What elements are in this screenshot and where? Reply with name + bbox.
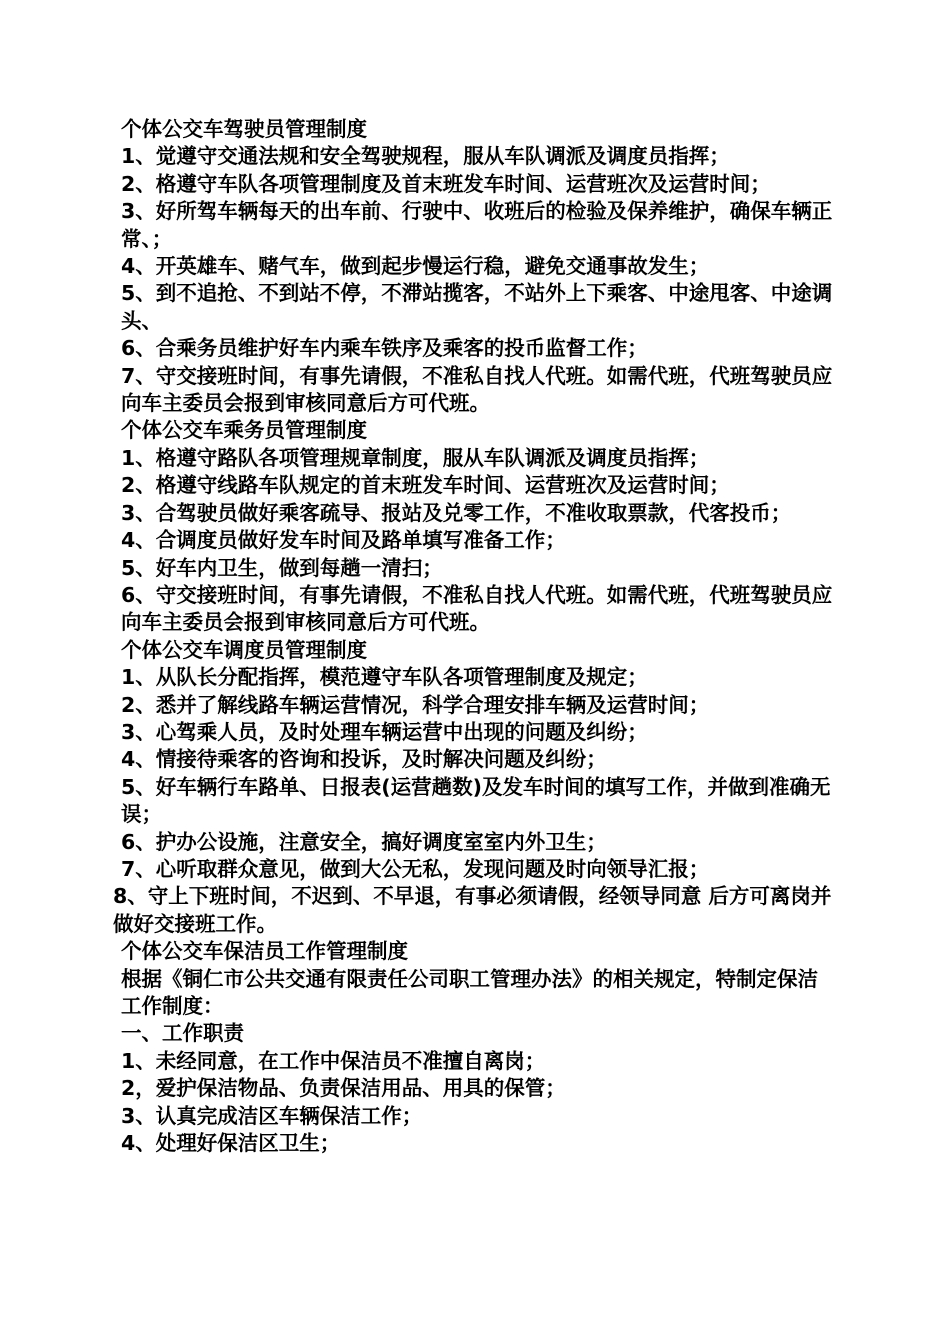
document-body — [113, 116, 833, 1157]
rule-item: 6、守交接班时间，有事先请假，不准私自找人代班。如需代班，代班驾驶员应向车主委员会报到审核同意后方可代班。 — [121, 582, 833, 635]
rule-item: 2、悉并了解线路车辆运营情况，科学合理安排车辆及运营时间； — [121, 692, 710, 717]
section-title: 个体公交车乘务员管理制度 — [121, 418, 367, 443]
rule-item: 7、心听取群众意见，做到大公无私，发现问题及时向领导汇报； — [121, 856, 710, 881]
section-cleaner-rules — [113, 938, 833, 1157]
rule-item: 1、未经同意，在工作中保洁员不准擅自离岗； — [121, 1048, 546, 1073]
rule-item: 1、格遵守路队各项管理规章制度，服从车队调派及调度员指挥； — [121, 445, 710, 470]
rule-item: 5、到不追抢、不到站不停，不滞站揽客，不站外上下乘客、中途甩客、中途调头、 — [121, 281, 833, 333]
rule-item: 2、格遵守车队各项管理制度及首末班发车时间、运营班次及运营时间； — [121, 171, 771, 196]
rule-item: 6、合乘务员维护好车内乘车铁序及乘客的投币监督工作； — [121, 336, 648, 361]
rule-item: 3、好所驾车辆每天的出车前、行驶中、收班后的检验及保养维护，确保车辆正常、； — [121, 199, 833, 251]
section-conductor-rules — [113, 417, 833, 636]
rule-item: 4、合调度员做好发车时间及路单填写准备工作； — [121, 528, 566, 553]
rule-item: 4、情接待乘客的咨询和投诉，及时解决问题及纠纷； — [121, 747, 607, 772]
rule-item: 6、护办公设施，注意安全，搞好调度室室内外卫生； — [121, 829, 607, 854]
rule-item: 4、开英雄车、赌气车，做到起步慢运行稳，避免交通事故发生； — [121, 254, 710, 279]
rule-item: 3、心驾乘人员，及时处理车辆运营中出现的问题及纠纷； — [121, 719, 648, 744]
rule-item: 3、合驾驶员做好乘客疏导、报站及兑零工作，不准收取票款，代客投币； — [121, 500, 792, 525]
rule-item: 2，爱护保洁物品、负责保洁用品、用具的保管； — [121, 1076, 566, 1101]
section-dispatcher-rules — [113, 637, 833, 938]
section-title: 个体公交车驾驶员管理制度 — [121, 117, 367, 141]
section-driver-rules — [113, 116, 833, 417]
subsection-heading: 一、工作职责 — [121, 1021, 244, 1046]
intro-paragraph: 根据《铜仁市公共交通有限责任公司职工管理办法》的相关规定，特制定保洁工作制度： — [121, 966, 818, 1018]
rule-item: 2、格遵守线路车队规定的首末班发车时间、运营班次及运营时间； — [121, 473, 730, 498]
rule-item: 1、从队长分配指挥，模范遵守车队各项管理制度及规定； — [121, 665, 648, 690]
section-title: 个体公交车调度员管理制度 — [121, 637, 367, 662]
rule-item: 5、好车内卫生，做到每趟一清扫； — [121, 555, 443, 580]
rule-item: 4、处理好保洁区卫生； — [121, 1131, 341, 1156]
rule-item: 3、认真完成洁区车辆保洁工作； — [121, 1103, 423, 1128]
section-title: 个体公交车保洁员工作管理制度 — [121, 939, 408, 964]
rule-item: 8、守上下班时间，不迟到、不早退，有事必须请假，经领导同意 后方可离岗并做好交接班工作。 — [113, 884, 832, 936]
rule-item: 5、好车辆行车路单、日报表(运营趟数)及发车时间的填写工作，并做到准确无误； — [121, 774, 831, 827]
rule-item: 1、觉遵守交通法规和安全驾驶规程，服从车队调派及调度员指挥； — [121, 144, 730, 169]
rule-item: 7、守交接班时间，有事先请假，不准私自找人代班。如需代班，代班驾驶员应向车主委员会报到审核同意后方可代班。 — [121, 363, 833, 416]
